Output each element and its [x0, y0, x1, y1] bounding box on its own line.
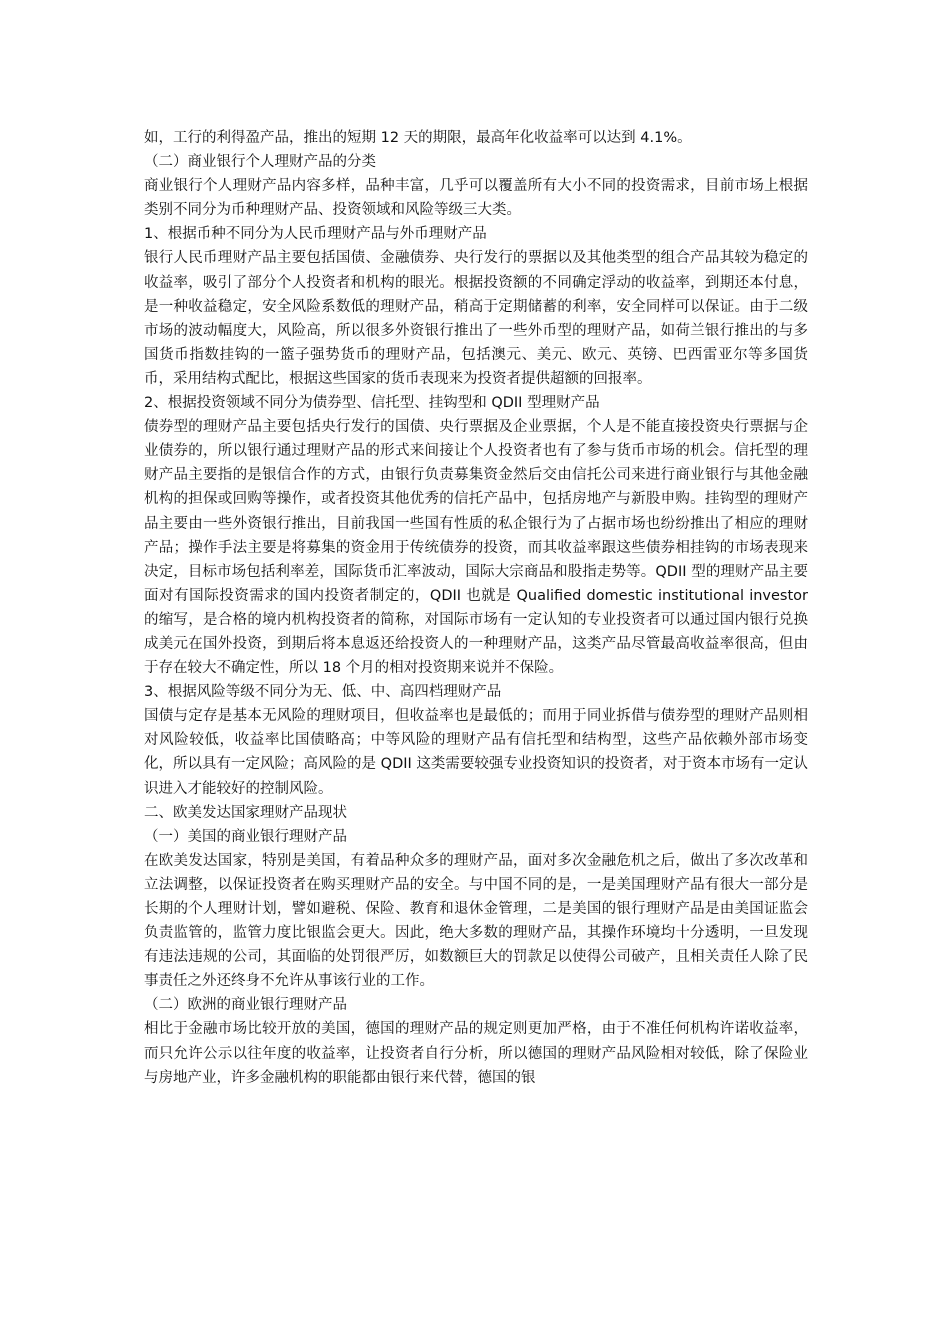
- subheading-currency-type: 1、根据币种不同分为人民币理财产品与外币理财产品: [144, 226, 487, 243]
- paragraph-usa: 在欧美发达国家，特别是美国，有着品种众多的理财产品，面对多次金融危机之后，做出了多次改革和立法调整，以保证投资者在购买理财产品的安全。与中国不同的是，一是美国理财产品有很大一部分是长期的个人理财计划，譬如避税、保险、教育和退休金管理，二是美国的银行理财产品是由美国证监会负责监管的，监管力度比银监会更大。因此，绝大多数的理财产品，其操作环境均十分透明，一旦发现有违法违规的公司，其面临的处罚很严厉，如数额巨大的罚款足以使得公司破产，且相关责任人除了民事责任之外还终身不允许从事该行业的工作。: [144, 852, 808, 990]
- paragraph-currency-products: 银行人民币理财产品主要包括国债、金融债券、央行发行的票据以及其他类型的组合产品其较为稳定的收益率，吸引了部分个人投资者和机构的眼光。根据投资额的不同确定浮动的收益率，到期还本付息，是一种收益稳定，安全风险系数低的理财产品，稍高于定期储蓄的利率，安全同样可以保证。由于二级市场的波动幅度大，风险高，所以很多外资银行推出了一些外币型的理财产品，如荷兰银行推出的与多国货币指数挂钩的一篮子强势货币的理财产品，包括澳元、美元、欧元、英镑、巴西雷亚尔等多国货币，采用结构式配比，根据这些国家的货币表现来为投资者提供超额的回报率。: [144, 250, 808, 387]
- subheading-europe: （二）欧洲的商业银行理财产品: [144, 997, 347, 1014]
- subheading-risk-level: 3、根据风险等级不同分为无、低、中、高四档理财产品: [144, 684, 502, 701]
- paragraph-classification-intro: 商业银行个人理财产品内容多样，品种丰富，几乎可以覆盖所有大小不同的投资需求，目前市场上根据类别不同分为币种理财产品、投资领域和风险等级三大类。: [144, 178, 808, 219]
- paragraph-europe: 相比于金融市场比较开放的美国，德国的理财产品的规定则更加严格，由于不准任何机构许诺收益率，而只允许公示以往年度的收益率，让投资者自行分析，所以德国的理财产品风险相对较低，除了保险业与房地产业，许多金融机构的职能都由银行来代替，德国的银: [144, 1021, 808, 1086]
- paragraph-continued-example: 如，工行的利得盈产品，推出的短期 12 天的期限，最高年化收益率可以达到 4.1%。: [144, 130, 692, 146]
- subheading-usa: （一）美国的商业银行理财产品: [144, 828, 347, 845]
- subheading-investment-field: 2、根据投资领域不同分为债券型、信托型、挂钩型和 QDII 型理财产品: [144, 395, 600, 412]
- document-body: [144, 126, 808, 1090]
- section-heading-western-countries: 二、欧美发达国家理财产品现状: [144, 804, 347, 821]
- paragraph-investment-field: 债券型的理财产品主要包括央行发行的国债、央行票据及企业票据，个人是不能直接投资央行票据与企业债券的，所以银行通过理财产品的形式来间接让个人投资者也有了参与货币市场的机会。信托型的理财产品主要指的是银信合作的方式，由银行负责募集资金然后交由信托公司来进行商业银行与其他金融机构的担保或回购等操作，或者投资其他优秀的信托产品中，包括房地产与新股申购。挂钩型的理财产品主要由一些外资银行推出，目前我国一些国有性质的私企银行为了占据市场也纷纷推出了相应的理财产品；操作手法主要是将募集的资金用于传统债券的投资，而其收益率跟这些债券相挂钩的市场表现来决定，目标市场包括利率差，国际货币汇率波动，国际大宗商品和股指走势等。QDII 型的理财产品主要面对有国际投资需求的国内投资者制定的，QDII 也就是 Qualified domestic institutional investor 的缩写，是合格的境内机构投资者的简称，对国际市场有一定认知的专业投资者可以通过国内银行兑换成美元在国外投资，到期后将本息返还给投资人的一种理财产品，这类产品尽管最高收益率很高，但由于存在较大不确定性，所以 18 个月的相对投资期来说并不保险。: [144, 419, 808, 677]
- section-heading-classification: （二）商业银行个人理财产品的分类: [144, 154, 376, 171]
- paragraph-risk-level: 国债与定存是基本无风险的理财项目，但收益率也是最低的；而用于同业拆借与债券型的理财产品则相对风险较低，收益率比国债略高；中等风险的理财产品有信托型和结构型，这些产品依赖外部市场变化，所以具有一定风险；高风险的是 QDII 这类需要较强专业投资知识的投资者，对于资本市场有一定认识进入才能较好的控制风险。: [144, 708, 808, 797]
